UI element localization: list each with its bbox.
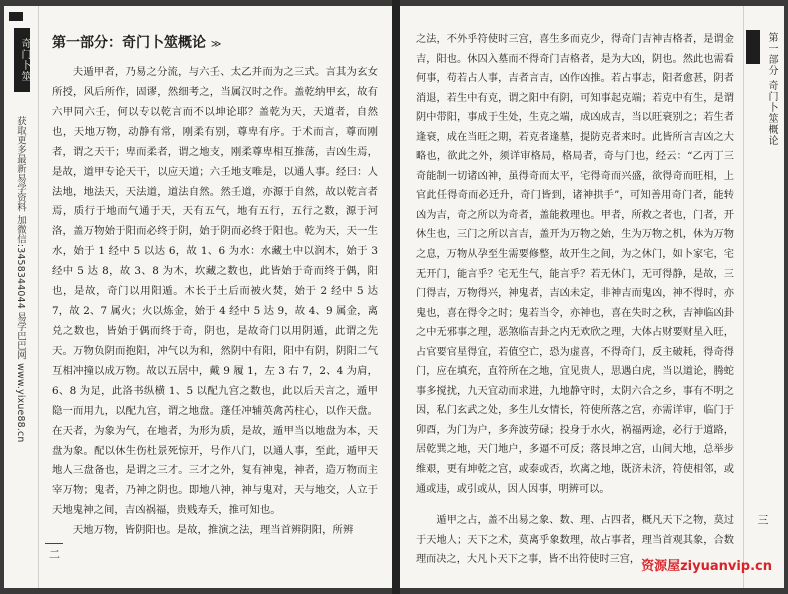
- section-heading-text: 第一部分：奇门卜筮概论: [52, 35, 206, 51]
- right-page: [400, 6, 784, 588]
- page-number: 三: [756, 514, 769, 525]
- right-text-block: [416, 30, 734, 570]
- book-gutter: [392, 0, 400, 594]
- left-page: [4, 6, 392, 588]
- right-margin-strip: [743, 6, 784, 588]
- paragraph: 遁甲之占，盖不出易之象、数、理、占四者，概凡天下之物，莫过于天地人；天下之术，莫离乎象数理，故占事者，理当首观其象，合数理而决之，大凡卜天下之事，皆不出符使时三宫，: [416, 515, 734, 566]
- section-heading: [52, 32, 378, 56]
- left-text-block: [52, 32, 378, 541]
- heading-arrow-icon: ≫: [210, 39, 222, 50]
- chapter-tab-label: 第一部分 奇门卜筮概论: [766, 32, 777, 147]
- watermark-text: 资源屋ziyuanvip.cn: [641, 559, 772, 574]
- paragraph: 天地万物，皆阴阳也。是故，推演之法，理当首辨阴阳，所辨: [72, 524, 354, 537]
- advert-text: 获取更多最新易学资料 加微信:3458344044 易学巴巴网 www.yixue88.cn: [15, 116, 26, 443]
- paragraph: 夫遁甲者，乃易之分流，与六壬、太乙并而为之三式。言其为玄女所授，风后所作，固谬，然细考之，当属汉时之作。盖乾纳甲玄，故有六甲同六壬，何以专以乾言而不以坤论耶？盖乾为天，天道者，自然也，天地万物，动静有常，刚柔有别，尊卑有序。于术而言，尊而刚者，谓之天干；卑而柔者，谓之地支，刚柔尊卑相互推荡，吉凶生焉，是故，道甲专论天干，以应天道；六壬地支唯是，以通人事。经曰：人法地，地法天，天法道，道法自然。然壬道，亦源于自然，故以乾言者焉，质行于地而气通于天，天有五气，地有五行，五行之数，源于河洛，盖万物始于阳而必终于阴，始于阴而必终于阳也。乾为天，天一生水，始于 1 经中 5 以达 6，故 1、6 为水：水藏土中以润木，始于 3 经中 5 达 8，故 3、8 为木，坎藏之数也，此皆始于奇而终于偶，阳也，是故，奇门以用阳遁。木长于土后而被火焚，始于 2 经中 5 达 7，故 2、7 属火；火以炼金，始于 4 经中 5 达 9，故 4、9 属金，离兑之数也，皆始于偶而终于奇，阴也，是故奇门以用阴遁，此谓之先天。万物负阴而抱阳，冲气以为和，然阴中有阳，阳中有阴，阴阳二气互相冲撞以成万物。故以五居中，戴 9 履 1，左 3 右 7，2、4 为肩，6、8 为足，此洛书纵横 1、5 以配九宫之数也，此以后天言之，遁甲隐一而用九，以配九宫，谓之地盘。蓬任冲辅英禽芮柱心，以作天盘。在天者，为象为气，在地者，为形为质，是故，遁甲当以地盘为本，天盘为象。配以休生伤杜景死惊开，号作八门，以通人事，至此，遁甲天地人三盘备也，是谓之三才。三才之外，复有神鬼，神者，造万物而主宰万物；鬼者，乃神之阴也。即地八神，神与鬼对，天与地交，人立于天地鬼神之间，吉凶祸福，贵贱寿夭，推可知也。: [52, 66, 378, 517]
- page-number: 二: [49, 548, 60, 561]
- chapter-tab-mark: [746, 30, 760, 64]
- corner-mark: [9, 12, 23, 21]
- chapter-tab: 奇门卜筮: [14, 28, 30, 92]
- paragraph: 之法，不外乎符使时三宫，喜生多而克少，得奇门吉神吉格者，是谓金吉，阳也。休囚入墓而不得奇门吉格者，是为大凶，阴也。然此也需看何事，苟若占人事，吉者言吉，凶作凶推。若占事志，阳者愈甚，阴者消退，若生中有克，谓之阳中有阴，可知事起克端；若克中有生，是谓阴中带阳，事成于生处，生克之端，成凶成吉，当以旺衰别之；若生者逢衰，成在当旺之期，若克者逢墓，提防克者来时。此皆所言吉凶之大略也，欲此之外，须详审格局，格局者，奇与门也，经云：“乙丙丁三奇能制一切诸凶神，虽得奇而太平，宅得奇而兴盛，欲得奇而旺相，上官此任得奇而必迁升，奇门皆到，诸神拱手”，可知善用奇门者，能转凶为吉，奇之所以为奇者，盖能救理也。甲者，所救之者也，门者，开休生也，三门之所以言吉，盖开为万物之始，生为万物之机，休为万物之息，万物从孕至生需要修整，故开生之间，为之休门，如卜家宅，宅无开门，能言乎？宅无生气，能言乎？若无休门，无可得静，是故，三门得吉，万物得兴，神鬼者，吉凶未定，非神吉而鬼凶，神不得时，亦鬼也，喜在得令之时；鬼若当令，亦神也，喜在失时之秋，吉神临凶卦之中无邪事之理，恶煞临吉卦之内无欢欣之理，大体占财要财星入旺，占官要官星得宜，若值空亡，恐为虚喜，不得奇门，反主破耗，得奇得门，应在填充，直符所在之地，宜见贵人，思遇白虎，当以道论，腾蛇事多搅扰，九天宜动而求进，九地静守时，太阴六合之乡，事有不明之因，私门玄武之处，多生儿女情长，符使所落之宫，亦需详审，临门于卯酉，为门为户，多奔波劳碌；投身于水火，祸福两途，必行于道路，居乾巽之地，天门地户，多逼不可反；落艮坤之宫，山间大地，总举步维艰，更有坤乾之宫，或泰或否，坎离之地，既济未济，符使相邻，或通或违，或引或从，因人因事，明辨可以。: [416, 34, 734, 495]
- left-margin-strip: [4, 6, 39, 588]
